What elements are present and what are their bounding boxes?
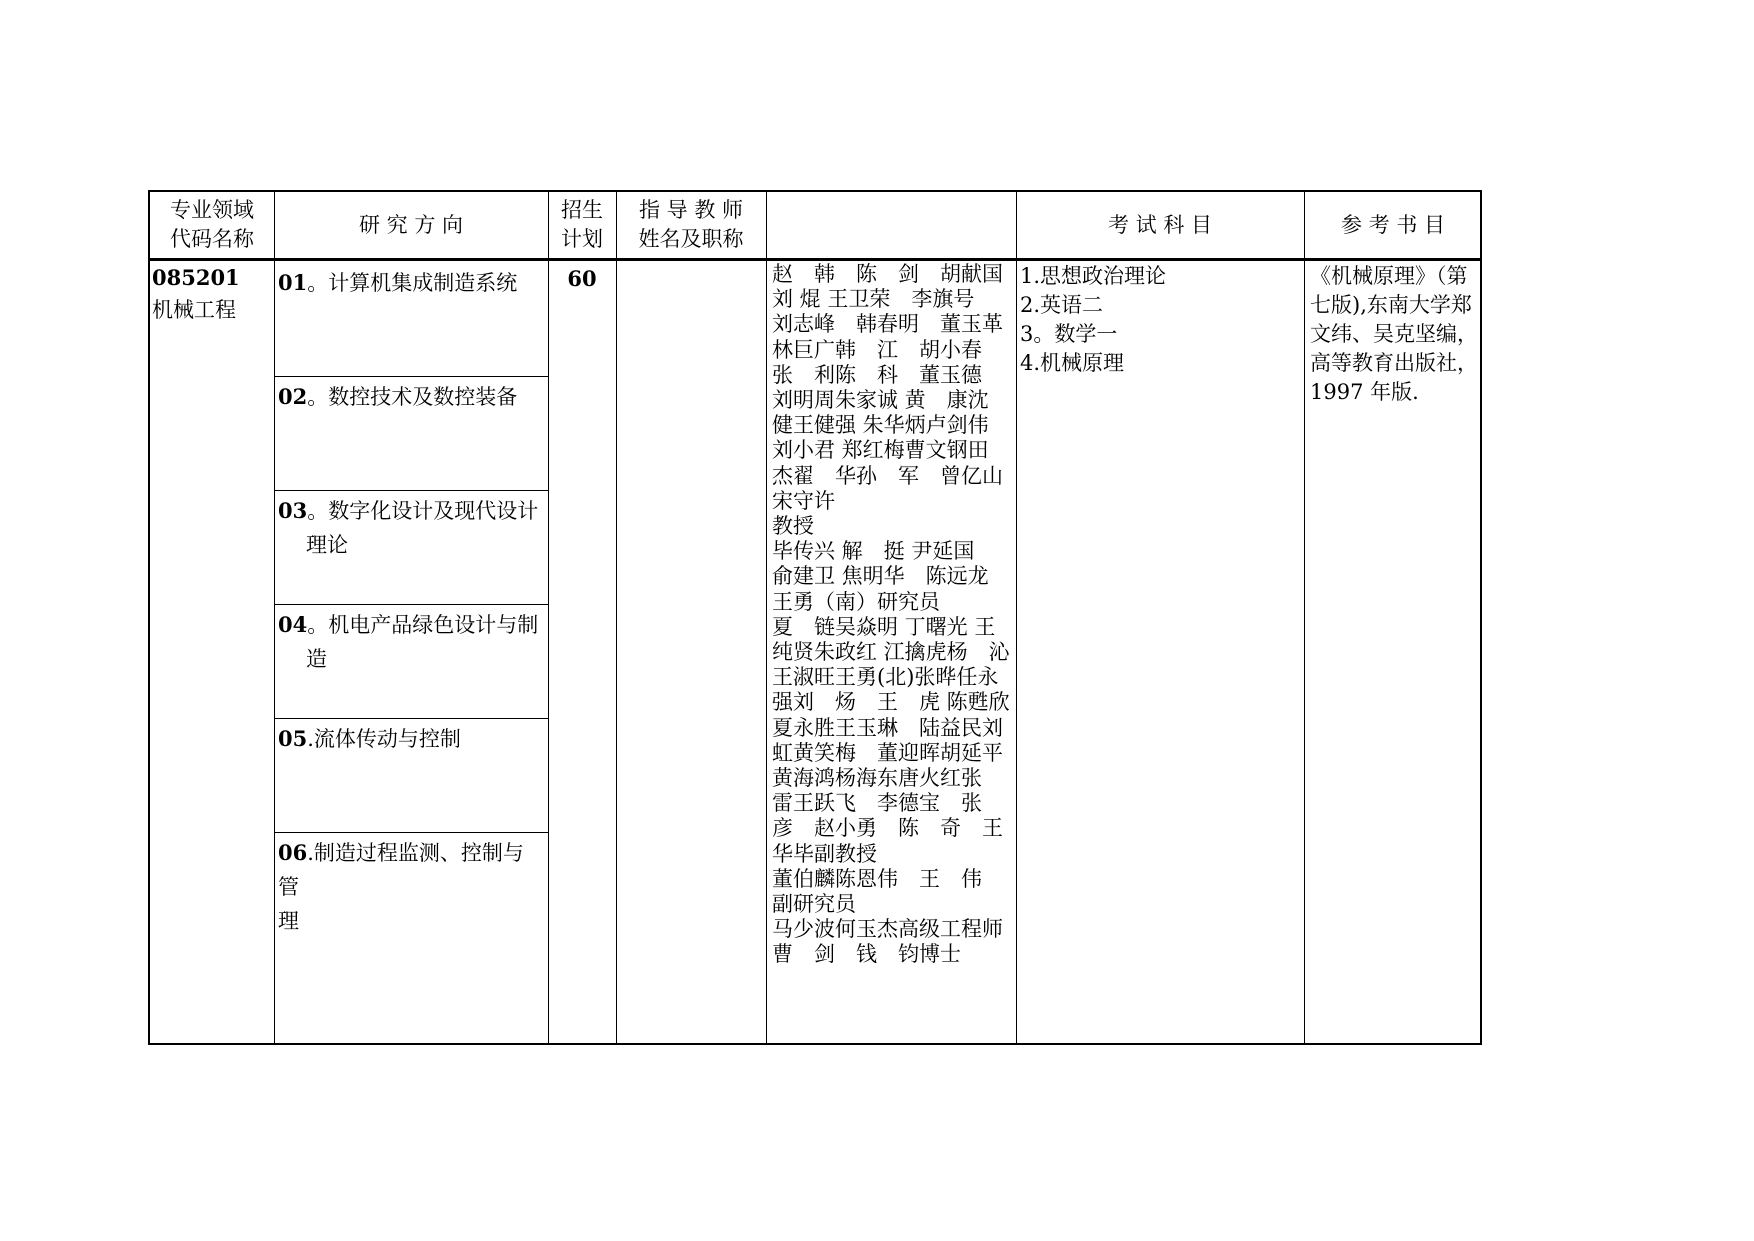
exam-subject: 2.英语二 <box>1020 293 1104 317</box>
direction-separator: 。 <box>307 499 329 523</box>
header-advisor <box>616 192 766 258</box>
advisor-line: 夏永胜王玉琳 陆益民刘 <box>772 715 1003 740</box>
advisor-line: 王淑旺王勇(北)张晔任永 <box>772 665 999 690</box>
header-quota-line2: 计划 <box>561 227 603 251</box>
curriculum-table <box>148 190 1482 1045</box>
advisor-line: 杰翟 华孙 军 曾亿山 <box>772 463 1003 488</box>
exam-subject: 4.机械原理 <box>1020 351 1125 375</box>
program-code: 085201 <box>152 265 240 290</box>
direction-text: 制造过程监测、控制与管 <box>278 841 524 899</box>
advisor-line: 曹 剑 钱 钧博士 <box>772 942 961 967</box>
advisor-line: 黄海鸿杨海东唐火红张 <box>772 766 982 791</box>
header-quota <box>548 192 616 258</box>
direction-separator: 。 <box>307 271 329 295</box>
direction-separator: . <box>307 841 314 865</box>
direction-text: 流体传动与控制 <box>313 727 461 751</box>
advisor-line: 虹黄笑梅 董迎晖胡延平 <box>772 740 1003 765</box>
direction-number: 06 <box>278 840 308 865</box>
direction-item <box>274 604 544 676</box>
advisor-line: 纯贤朱政红 江擒虎杨 沁 <box>772 640 1010 665</box>
advisor-line: 副研究员 <box>772 892 856 917</box>
program-name: 机械工程 <box>152 298 236 322</box>
advisor-line: 赵 韩 陈 剑 胡献国 <box>772 262 1003 286</box>
program-cell <box>150 262 274 326</box>
advisor-line: 华毕副教授 <box>772 841 877 866</box>
column-divider <box>616 192 617 1043</box>
direction-separator: 。 <box>307 613 329 637</box>
header-advisor-line2: 姓名及职称 <box>638 227 744 251</box>
direction-text: 数字化设计及现代设计 <box>328 499 539 523</box>
direction-text-continued: 理 <box>278 909 299 933</box>
direction-number: 03 <box>278 498 308 523</box>
direction-number: 05 <box>278 726 308 751</box>
advisor-line: 彦 赵小勇 陈 奇 王 <box>772 816 1003 841</box>
direction-separator: . <box>307 727 314 751</box>
advisor-line: 强刘 炀 王 虎 陈甦欣 <box>772 690 1010 715</box>
header-direction-label: 研 究 方 向 <box>358 212 464 237</box>
header-advisor-line1: 指 导 教 师 <box>638 198 744 222</box>
advisor-line: 林巨广韩 江 胡小春 <box>772 337 982 362</box>
exam-subject: 1.思想政治理论 <box>1020 264 1167 288</box>
direction-item <box>274 262 544 300</box>
advisor-line: 刘志峰 韩春明 董玉革 <box>772 312 1003 337</box>
column-divider <box>766 192 767 1043</box>
header-exam <box>1016 192 1304 258</box>
advisor-line: 马少波何玉杰高级工程师 <box>772 917 1003 942</box>
advisor-line: 夏 链吴焱明 丁曙光 王 <box>772 614 996 639</box>
directions-column <box>274 258 548 1045</box>
direction-number: 04 <box>278 612 308 637</box>
header-direction <box>274 192 548 258</box>
direction-number: 01 <box>278 270 308 295</box>
advisor-line: 刘明周朱家诚 黄 康沈 <box>772 388 989 413</box>
advisor-line: 张 利陈 科 董玉德 <box>772 362 982 387</box>
direction-separator: 。 <box>307 385 329 409</box>
advisor-line: 教授 <box>772 514 814 539</box>
advisor-line: 毕传兴 解 挺 尹延国 <box>772 539 975 564</box>
advisor-line: 刘小君 郑红梅曹文钢田 <box>772 438 989 463</box>
advisor-list <box>768 262 1018 968</box>
direction-text: 机电产品绿色设计与制 <box>328 613 539 637</box>
enrollment-quota: 60 <box>567 266 597 291</box>
direction-text-continued: 造 <box>306 647 327 671</box>
advisor-line: 俞建卫 焦明华 陈远龙 <box>772 564 989 589</box>
exam-subjects <box>1018 262 1306 378</box>
direction-text-continued: 理论 <box>306 533 348 557</box>
header-field <box>150 192 274 258</box>
header-quota-line1: 招生 <box>561 198 603 222</box>
header-books-label: 参 考 书 目 <box>1340 212 1446 237</box>
advisor-line: 董伯麟陈恩伟 王 伟 <box>772 866 982 891</box>
advisor-line: 刘 焜 王卫荣 李旗号 <box>772 287 975 312</box>
header-field-line2: 代码名称 <box>170 227 254 251</box>
header-field-line1: 专业领域 <box>170 198 254 222</box>
direction-number: 02 <box>278 384 308 409</box>
exam-subject: 3。数学一 <box>1020 322 1118 346</box>
advisor-line: 雷王跃飞 李德宝 张 <box>772 791 982 816</box>
direction-item <box>274 718 544 756</box>
header-exam-label: 考 试 科 目 <box>1107 212 1213 237</box>
advisor-line: 王勇（南）研究员 <box>772 589 940 614</box>
reference-books: 《机械原理》（第七版),东南大学郑文纬、吴克坚编，高等教育出版社，1997 年版. <box>1310 264 1478 404</box>
advisor-line: 宋守许 <box>772 488 835 513</box>
direction-item <box>274 832 544 938</box>
direction-item <box>274 490 544 562</box>
direction-text: 计算机集成制造系统 <box>328 271 518 295</box>
advisor-line: 健王健强 朱华炳卢剑伟 <box>772 413 989 438</box>
header-books <box>1304 192 1482 258</box>
direction-text: 数控技术及数控装备 <box>328 385 518 409</box>
column-divider <box>548 192 549 1043</box>
direction-item <box>274 376 544 414</box>
